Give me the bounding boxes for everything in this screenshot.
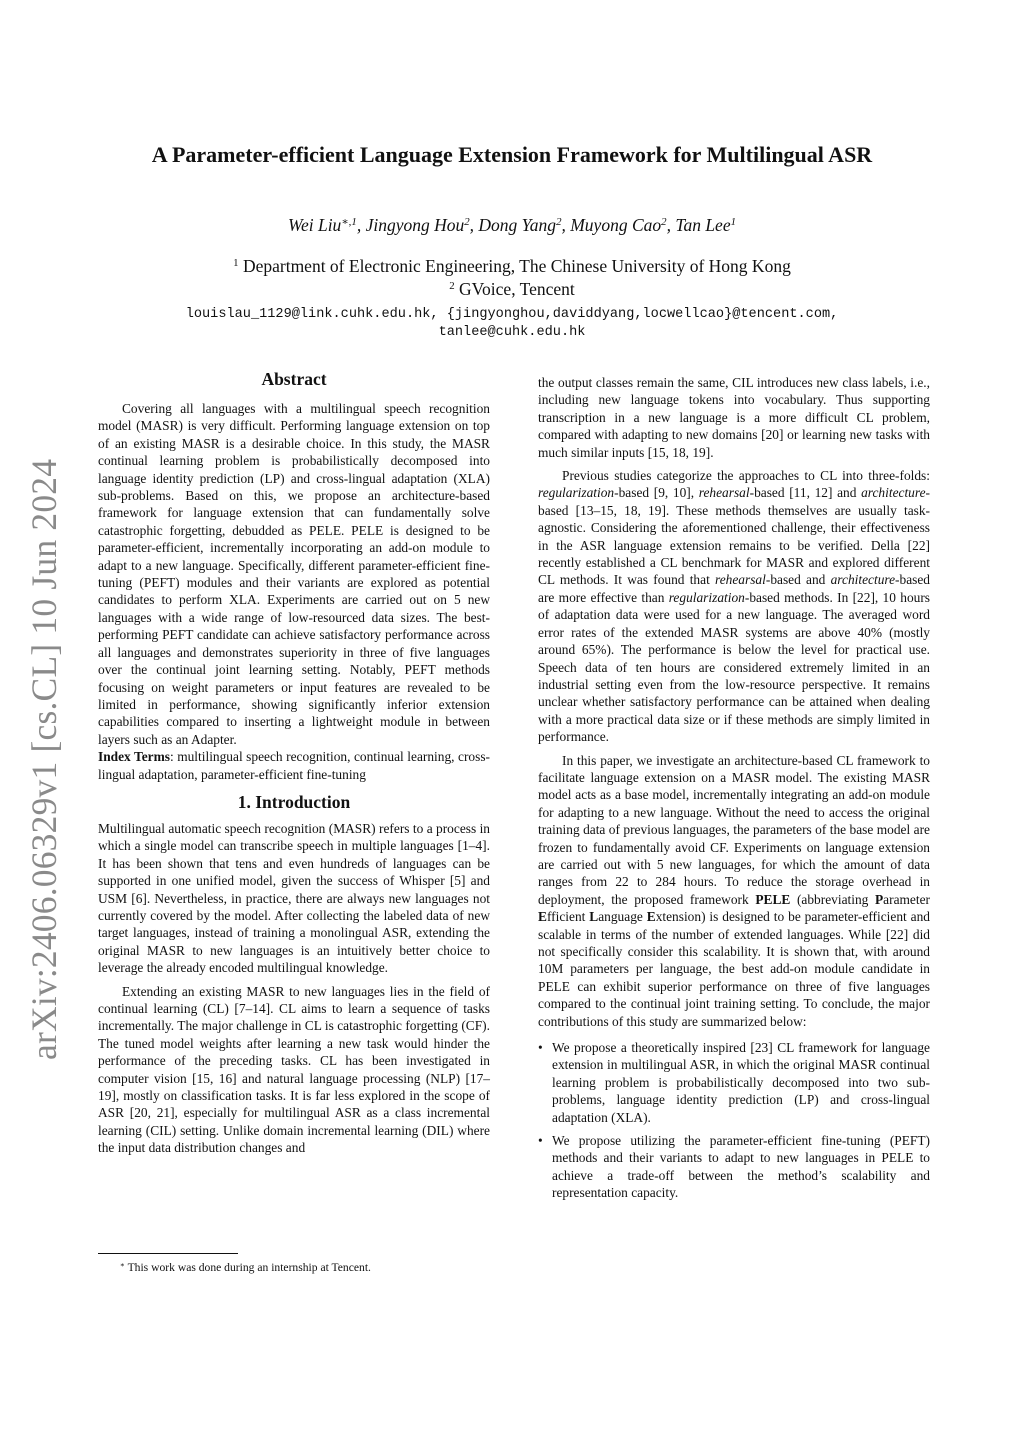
abstract-heading: Abstract (261, 369, 327, 389)
paper-title: A Parameter-efficient Language Extension Framework for Multilingual ASR (151, 142, 873, 167)
email-line-1: louislau_1129@link.cuhk.edu.hk, {jingyonghou,daviddyang,locwellcao}@tencent.com, (185, 307, 839, 322)
author-mark: 2 (556, 216, 562, 229)
author-name: Wei Liu (287, 215, 342, 235)
contribution-list (538, 1039, 930, 1202)
footnote-rule (98, 1253, 238, 1254)
right-column (538, 374, 930, 1202)
affiliations (0, 255, 1024, 301)
affiliation-2: $^2$ GVoice, Tencent (449, 279, 575, 299)
author-name: Muyong Cao (570, 215, 662, 235)
arxiv-identifier: arXiv:2406.06329v1 [cs.CL] 10 Jun 2024 (24, 458, 64, 1060)
intro-paragraph-4: Previous studies categorize the approaches to CL into three-folds: regularization-based [9, 10], rehearsal-based [11, 12] and architecture-based [13–15, 18, 19]. These methods themselves are usually task-agnostic. Considering the aforementioned challenge, their effectiveness in the ASR language extension remains to be verified. Della [22] recently established a CL benchmark for MASR and explored different CL methods. It was found that rehearsal-based and architecture-based are more effective than regularization-based methods. In [22], 10 hours of adaptation data were used for a new language. The averaged word error rates of the extended MASR systems are above 40% (mostly around 65%). The performance is below the level for practical use. Speech data of ten hours are considered extremely limited in an industrial setting even from the low-resource perspective. It remains unclear whether satisfactory performance can be attained when dealing with a more practical data size or if these methods are simply limited in performance. (538, 468, 931, 745)
affiliation-1: $^1$ Department of Electronic Engineering, The Chinese University of Hong Kong (233, 256, 791, 276)
bullet-icon: • (538, 1040, 543, 1056)
author-mark: 1 (730, 216, 737, 229)
list-item: • We propose a theoretically inspired [23] CL framework for language extension in multilingual ASR, in which the original MASR continual learning problem is probabilistically decomposed into two sub-problems, language identity prediction (LP) and cross-lingual adaptation (XLA). (538, 1040, 930, 1125)
author-mark: 2 (661, 216, 667, 229)
author-list: Wei Liu$^{∗,1}$, Jingyong Hou$^2$, Dong Yang$^2$, Muyong Cao$^2$, Tan Lee$^1$ (287, 215, 737, 235)
intro-paragraph-5: In this paper, we investigate an architecture-based CL framework to facilitate language extension on a MASR model. The existing MASR model acts as a base model, incrementally integrating an add-on module for adapting to a new language. Without the need to access the original training data of previous languages, the parameters of the base model are frozen to fundamentally avoid CF. Experiments on language extension are carried out with 5 new languages, for which the amount of data ranges from 22 to 284 hours. To reduce the storage overhead in deployment, the proposed framework PELE (abbreviating Parameter Efficient Language Extension) is designed to be parameter-efficient and scalable in terms of the number of extended languages. While [22] did not specifically consider this scalability. It is shown that, with around 10M parameters per language, the best add-on module candidate in PELE can exhibit superior performance on three of five languages compared to the continual joint training setting. To conclude, the major contributions of this study are summarized below: (538, 752, 930, 1029)
intro-paragraph-1: Multilingual automatic speech recognition (MASR) refers to a process in which a single model can transcribe speech in multiple languages [1–4]. It has been shown that tens and even hundreds of languages can be supported in one unified model, given the success of Whisper [5] and USM [6]. Nevertheless, in practice, there are always new languages not currently covered by the model. After collecting the labeled data of new target languages, instead of training a monolingual ASR, extending the original MASR to new languages is an intuitively better choice to leverage the already encoded multilingual knowledge. (98, 820, 490, 976)
author-name: Tan Lee (675, 215, 731, 235)
list-item: • We propose utilizing the parameter-efficient fine-tuning (PEFT) methods and their variants to adapt to new languages in PELE to achieve a trade-off between the method’s scalability and representation capacity. (538, 1133, 930, 1201)
author-mark: ∗,1 (341, 216, 357, 229)
footnote-text: ∗ This work was done during an internship at Tencent. (120, 1261, 371, 1274)
index-terms-label: Index Terms (98, 749, 170, 765)
intro-paragraph-3: the output classes remain the same, CIL introduces new class labels, i.e., including new language tokens into vocabulary. Thus supporting transcription in a new language is a more difficult CL problem, compared with adapting to new domains [20] or learning new tasks with much similar inputs [15, 18, 19]. (538, 375, 930, 460)
left-column (98, 368, 490, 1157)
author-name: Jingyong Hou (365, 215, 465, 235)
introduction-heading: 1. Introduction (237, 791, 351, 812)
author-emails (0, 306, 1024, 342)
index-terms: Index Terms: multilingual speech recognition, continual learning, cross-lingual adaptation, parameter-efficient fine-tuning (98, 749, 490, 782)
bullet-icon: • (538, 1133, 543, 1149)
author-mark: 2 (464, 216, 470, 229)
abstract-text: Covering all languages with a multilingual speech recognition model (MASR) is very difficult. Performing language extension on top of an existing MASR is a desirable choice. In this study, the MASR continual learning problem is probabilistically decomposed into language identity prediction (LP) and cross-lingual adaptation (XLA) sub-problems. Based on this, we propose an architecture-based framework for language extension that can fundamentally solve catastrophic forgetting, debudded as PELE. PELE is designed to be parameter-efficient, incrementally incorporating an add-on module to adapt to a new language. Specifically, different parameter-efficient fine-tuning (PEFT) modules and their variants are explored as potential candidates to perform XLA. Experiments are carried out on 5 new languages with a wide range of low-resourced data sizes. The best-performing PEFT candidate can achieve satisfactory performance across all languages and demonstrates superiority in three of five languages over the continual joint learning setting. Notably, PEFT methods focusing on weight parameters or input features are revealed to be limited in performance, showing significantly inferior extension capabilities compared to inserting a lightweight module in between layers such as an Adapter. (98, 401, 490, 747)
intro-paragraph-2: Extending an existing MASR to new languages lies in the field of continual learning (CL) [7–14]. CL aims to learn a sequence of tasks incrementally. The major challenge in CL is catastrophic forgetting (CF). The tuned model weights after learning a new task would hinder the performance of the preceding tasks. CL has been investigated in computer vision [15, 16] and natural language processing (NLP) [17–19], mostly on classification tasks. It is far less explored in the scope of ASR [20, 21], especially for multilingual ASR as a class incremental learning (CIL) setting. Unlike domain incremental learning (DIL) where the input data distribution changes and (98, 983, 490, 1156)
footnote (98, 1253, 490, 1275)
email-line-2: tanlee@cuhk.edu.hk (438, 325, 586, 340)
author-name: Dong Yang (478, 215, 557, 235)
